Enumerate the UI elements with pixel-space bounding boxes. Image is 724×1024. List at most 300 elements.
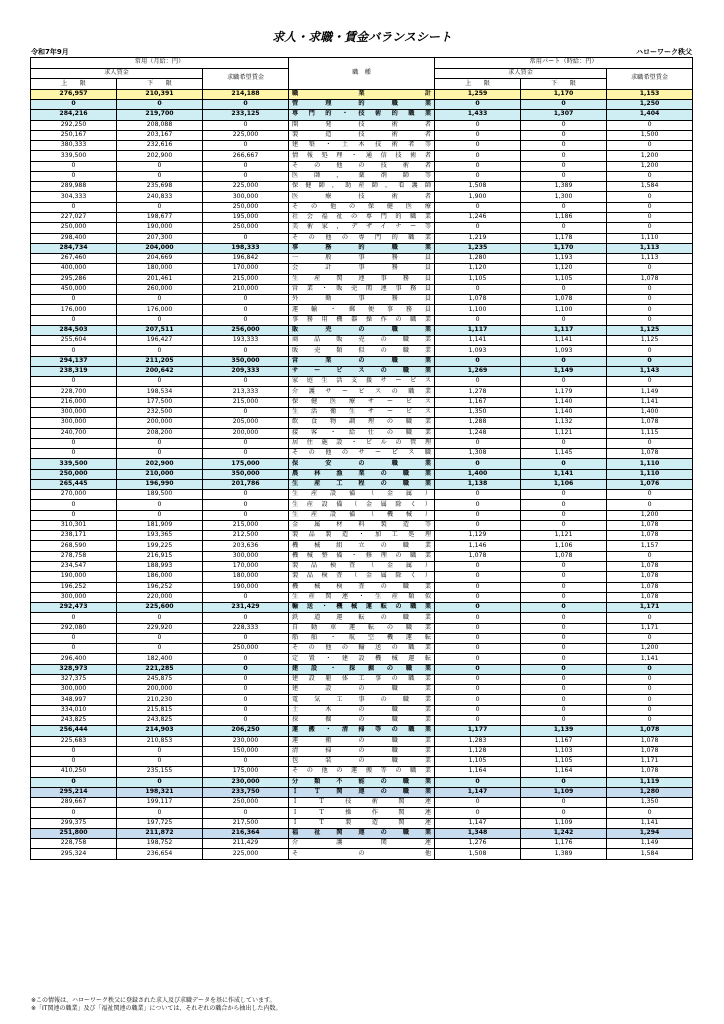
ft-upper-cell: 0 xyxy=(31,295,117,305)
job-name-cell: 採掘の職業 xyxy=(289,715,435,725)
pt-upper-cell: 1,177 xyxy=(435,726,521,736)
ft-desired-cell: 0 xyxy=(203,305,289,315)
ft-upper-cell: 0 xyxy=(31,315,117,325)
pt-upper-cell: 1,100 xyxy=(435,305,521,315)
pt-desired-cell: 1,404 xyxy=(607,110,693,120)
ft-upper-cell: 0 xyxy=(31,377,117,387)
table-row xyxy=(31,490,693,500)
table-row xyxy=(31,141,693,151)
ft-upper-cell: 400,000 xyxy=(31,264,117,274)
ft-desired-cell: 0 xyxy=(203,757,289,767)
pt-upper-cell: 1,141 xyxy=(435,336,521,346)
pt-upper-cell: 0 xyxy=(435,141,521,151)
ft-desired-cell: 0 xyxy=(203,500,289,510)
job-type-header: 職 種 xyxy=(289,58,435,90)
pt-upper-cell: 1,078 xyxy=(435,295,521,305)
pt-lower-cell: 1,300 xyxy=(521,192,607,202)
pt-upper-cell: 1,350 xyxy=(435,408,521,418)
job-name-cell: 運輸・郵便事務員 xyxy=(289,305,435,315)
pt-upper-cell: 1,259 xyxy=(435,89,521,99)
pt-lower-cell: 0 xyxy=(521,633,607,643)
pt-lower-cell: 1,103 xyxy=(521,746,607,756)
table-row xyxy=(31,798,693,808)
pt-desired-cell: 0 xyxy=(607,715,693,725)
pt-desired-cell: 1,078 xyxy=(607,582,693,592)
pt-upper-cell: 1,248 xyxy=(435,428,521,438)
pt-desired-cell: 1,119 xyxy=(607,777,693,787)
pt-desired-cell: 1,113 xyxy=(607,243,693,253)
ft-lower-cell: 0 xyxy=(117,161,203,171)
ft-desired-cell: 0 xyxy=(203,449,289,459)
pt-lower-cell: 0 xyxy=(521,572,607,582)
pt-desired-cell: 1,110 xyxy=(607,459,693,469)
ft-lower-cell: 232,500 xyxy=(117,408,203,418)
pt-desired-cell: 0 xyxy=(607,613,693,623)
job-name-cell: 専門的・技術的職業 xyxy=(289,110,435,120)
pt-lower-cell: 0 xyxy=(521,798,607,808)
ft-upper-cell: 256,444 xyxy=(31,726,117,736)
pt-upper-cell: 1,105 xyxy=(435,757,521,767)
job-name-cell: 販売の職業 xyxy=(289,325,435,335)
pt-upper-cell: 1,146 xyxy=(435,541,521,551)
pt-upper-cell: 0 xyxy=(435,644,521,654)
table-row xyxy=(31,325,693,335)
pt-lower-cell: 1,109 xyxy=(521,818,607,828)
table-row xyxy=(31,777,693,787)
job-name-cell: 製品検査（金属） xyxy=(289,562,435,572)
pt-desired-cell: 1,153 xyxy=(607,89,693,99)
pt-lower-cell: 0 xyxy=(521,356,607,366)
ft-lower-cell: 199,117 xyxy=(117,798,203,808)
ft-upper-cell: 296,400 xyxy=(31,654,117,664)
pt-lower-cell: 0 xyxy=(521,582,607,592)
footnote-1: ※この情報は、ハローワーク秩父に登録された求人及び求職データを基に作成しています。 xyxy=(31,997,276,1004)
ft-lower-cell: 0 xyxy=(117,171,203,181)
ft-desired-cell: 0 xyxy=(203,490,289,500)
pt-upper-cell: 0 xyxy=(435,592,521,602)
ft-desired-cell: 214,188 xyxy=(203,89,289,99)
ft-lower-cell: 181,909 xyxy=(117,520,203,530)
pt-desired-cell: 0 xyxy=(607,202,693,212)
ft-upper-cell: 0 xyxy=(31,449,117,459)
ft-upper-cell: 300,000 xyxy=(31,408,117,418)
ft-desired-cell: 233,750 xyxy=(203,787,289,797)
pt-lower-cell: 0 xyxy=(521,202,607,212)
pt-lower-cell: 0 xyxy=(521,592,607,602)
ft-lower-cell: 0 xyxy=(117,746,203,756)
pt-desired-cell: 0 xyxy=(607,141,693,151)
footnotes xyxy=(31,997,281,1013)
table-row xyxy=(31,674,693,684)
table-row xyxy=(31,726,693,736)
table-row xyxy=(31,171,693,181)
ft-desired-cell: 0 xyxy=(203,695,289,705)
pt-lower-cell: 0 xyxy=(521,654,607,664)
pt-desired-cell: 0 xyxy=(607,284,693,294)
header-row-1 xyxy=(31,58,693,69)
job-name-cell: 農林漁業の職業 xyxy=(289,469,435,479)
pt-lower-cell: 1,140 xyxy=(521,397,607,407)
ft-lower-cell: 210,230 xyxy=(117,695,203,705)
pt-upper-cell: 1,129 xyxy=(435,531,521,541)
pt-lower-cell: 1,141 xyxy=(521,469,607,479)
ft-lower-cell: 220,000 xyxy=(117,592,203,602)
job-name-cell: 輸送・機械運転の職業 xyxy=(289,603,435,613)
ft-upper-cell: 0 xyxy=(31,613,117,623)
table-row xyxy=(31,110,693,120)
job-name-cell: 保安の職業 xyxy=(289,459,435,469)
job-name-cell: 美術家，デザイナー等 xyxy=(289,223,435,233)
job-name-cell: 情報処理・通信技術者 xyxy=(289,151,435,161)
ft-desired-cell: 0 xyxy=(203,233,289,243)
pt-lower-cell: 1,176 xyxy=(521,839,607,849)
pt-desired-cell: 1,400 xyxy=(607,408,693,418)
table-row xyxy=(31,315,693,325)
pt-lower-cell: 1,132 xyxy=(521,418,607,428)
pt-upper-cell: 0 xyxy=(435,438,521,448)
job-name-cell: サービスの職業 xyxy=(289,366,435,376)
table-row xyxy=(31,233,693,243)
ft-desired-cell: 300,000 xyxy=(203,192,289,202)
balance-table xyxy=(30,57,693,860)
ft-upper-cell: 228,700 xyxy=(31,387,117,397)
pt-upper-cell: 1,093 xyxy=(435,346,521,356)
job-name-cell: 管理的職業 xyxy=(289,100,435,110)
table-row xyxy=(31,264,693,274)
job-name-cell: 清掃の職業 xyxy=(289,746,435,756)
ft-lower-cell: 243,825 xyxy=(117,715,203,725)
pt-desired-cell: 1,115 xyxy=(607,428,693,438)
pt-upper-cell: 1,308 xyxy=(435,449,521,459)
ft-desired-cell: 205,000 xyxy=(203,418,289,428)
ft-lower-cell: 203,167 xyxy=(117,130,203,140)
ft-upper-cell: 250,000 xyxy=(31,223,117,233)
ft-lower-cell: 236,654 xyxy=(117,849,203,859)
pt-upper-header: 上 限 xyxy=(435,79,521,90)
table-row xyxy=(31,408,693,418)
ft-lower-cell: 210,853 xyxy=(117,736,203,746)
pt-upper-cell: 1,276 xyxy=(435,839,521,849)
pt-lower-cell: 1,179 xyxy=(521,387,607,397)
job-name-cell: 製品製造・加工処理 xyxy=(289,531,435,541)
ft-upper-cell: 284,734 xyxy=(31,243,117,253)
pt-upper-cell: 1,508 xyxy=(435,849,521,859)
pt-upper-cell: 0 xyxy=(435,500,521,510)
ft-lower-cell: 0 xyxy=(117,757,203,767)
ft-desired-cell: 175,000 xyxy=(203,767,289,777)
table-row xyxy=(31,100,693,110)
pt-upper-cell: 1,147 xyxy=(435,787,521,797)
table-row xyxy=(31,202,693,212)
ft-lower-cell: 0 xyxy=(117,808,203,818)
ft-upper-cell: 238,319 xyxy=(31,366,117,376)
ft-lower-cell: 245,875 xyxy=(117,674,203,684)
ft-upper-cell: 278,758 xyxy=(31,551,117,561)
pt-upper-cell: 0 xyxy=(435,777,521,787)
table-row xyxy=(31,551,693,561)
pt-upper-cell: 1,269 xyxy=(435,366,521,376)
ft-desired-cell: 250,000 xyxy=(203,798,289,808)
job-name-cell: ＩＴ技術関連 xyxy=(289,798,435,808)
pt-lower-cell: 0 xyxy=(521,520,607,530)
ft-upper-cell: 304,333 xyxy=(31,192,117,202)
pt-upper-cell: 1,280 xyxy=(435,254,521,264)
pt-desired-cell: 1,076 xyxy=(607,479,693,489)
table-row xyxy=(31,182,693,192)
ft-lower-cell: 0 xyxy=(117,346,203,356)
job-name-cell: 建設躯体工事の職業 xyxy=(289,674,435,684)
pt-desired-cell: 1,350 xyxy=(607,798,693,808)
pt-upper-cell: 0 xyxy=(435,490,521,500)
pt-upper-cell: 1,400 xyxy=(435,469,521,479)
ft-desired-cell: 350,000 xyxy=(203,469,289,479)
pt-desired-cell: 1,078 xyxy=(607,449,693,459)
pt-lower-cell: 0 xyxy=(521,644,607,654)
ft-upper-cell: 300,000 xyxy=(31,592,117,602)
table-row xyxy=(31,808,693,818)
ft-lower-cell: 0 xyxy=(117,777,203,787)
ft-desired-cell: 250,000 xyxy=(203,644,289,654)
pt-desired-cell: 1,280 xyxy=(607,787,693,797)
ft-desired-cell: 0 xyxy=(203,674,289,684)
ft-upper-cell: 295,214 xyxy=(31,787,117,797)
pt-desired-cell: 0 xyxy=(607,120,693,130)
table-row xyxy=(31,531,693,541)
pt-lower-cell: 1,389 xyxy=(521,182,607,192)
job-name-cell: 機械整備・修理の職業 xyxy=(289,551,435,561)
pt-desired-cell: 0 xyxy=(607,315,693,325)
job-name-cell: 土木の職業 xyxy=(289,705,435,715)
table-row xyxy=(31,377,693,387)
pt-desired-cell: 0 xyxy=(607,346,693,356)
ft-lower-cell: 235,155 xyxy=(117,767,203,777)
job-name-cell: ＩＴ操作関連 xyxy=(289,808,435,818)
pt-desired-cell: 1,149 xyxy=(607,839,693,849)
job-name-cell: 福祉関連の職業 xyxy=(289,828,435,838)
ft-lower-cell: 182,400 xyxy=(117,654,203,664)
ft-desired-cell: 0 xyxy=(203,295,289,305)
table-row xyxy=(31,572,693,582)
pt-upper-cell: 0 xyxy=(435,151,521,161)
ft-upper-cell: 289,988 xyxy=(31,182,117,192)
ft-desired-cell: 210,000 xyxy=(203,284,289,294)
ft-lower-cell: 232,616 xyxy=(117,141,203,151)
job-name-cell: その他の運搬等の職業 xyxy=(289,767,435,777)
ft-lower-cell: 200,000 xyxy=(117,685,203,695)
pt-lower-cell: 0 xyxy=(521,438,607,448)
ft-desired-cell: 0 xyxy=(203,346,289,356)
pt-lower-cell: 1,164 xyxy=(521,767,607,777)
ft-lower-cell: 0 xyxy=(117,100,203,110)
table-row xyxy=(31,438,693,448)
pt-upper-cell: 1,147 xyxy=(435,818,521,828)
ft-offer-wage-header: 求人賃金 xyxy=(31,68,203,79)
pt-lower-cell: 0 xyxy=(521,315,607,325)
ft-upper-cell: 0 xyxy=(31,746,117,756)
table-row xyxy=(31,767,693,777)
job-name-cell: 運搬・清掃等の職業 xyxy=(289,726,435,736)
ft-desired-cell: 203,636 xyxy=(203,541,289,551)
ft-upper-cell: 328,973 xyxy=(31,664,117,674)
report-date: 令和7年9月 xyxy=(31,48,69,56)
pt-lower-cell: 0 xyxy=(521,490,607,500)
ft-desired-cell: 231,429 xyxy=(203,603,289,613)
job-name-cell: 医師，薬剤師等 xyxy=(289,171,435,181)
pt-lower-cell: 0 xyxy=(521,603,607,613)
ft-desired-cell: 0 xyxy=(203,510,289,520)
pt-desired-cell: 1,078 xyxy=(607,746,693,756)
pt-upper-cell: 1,138 xyxy=(435,479,521,489)
ft-upper-cell: 0 xyxy=(31,510,117,520)
table-row xyxy=(31,223,693,233)
pt-lower-cell: 1,100 xyxy=(521,305,607,315)
pt-upper-cell: 0 xyxy=(435,798,521,808)
ft-desired-cell: 175,000 xyxy=(203,459,289,469)
pt-desired-cell: 0 xyxy=(607,551,693,561)
ft-desired-cell: 216,364 xyxy=(203,828,289,838)
pt-upper-cell: 0 xyxy=(435,202,521,212)
ft-upper-cell: 310,301 xyxy=(31,520,117,530)
ft-lower-cell: 188,993 xyxy=(117,562,203,572)
pt-desired-cell: 1,125 xyxy=(607,336,693,346)
pt-upper-cell: 1,246 xyxy=(435,212,521,222)
pt-lower-cell: 1,389 xyxy=(521,849,607,859)
ft-upper-cell: 294,137 xyxy=(31,356,117,366)
ft-upper-cell: 284,216 xyxy=(31,110,117,120)
ft-upper-cell: 270,000 xyxy=(31,490,117,500)
job-name-cell: 社会福祉の専門的職業 xyxy=(289,212,435,222)
ft-upper-cell: 0 xyxy=(31,346,117,356)
ft-desired-cell: 212,500 xyxy=(203,531,289,541)
pt-lower-cell: 0 xyxy=(521,151,607,161)
ft-upper-cell: 0 xyxy=(31,438,117,448)
ft-upper-cell: 289,667 xyxy=(31,798,117,808)
job-name-cell: 接客・給仕の職業 xyxy=(289,428,435,438)
ft-desired-cell: 0 xyxy=(203,315,289,325)
table-row xyxy=(31,592,693,602)
pt-lower-cell: 0 xyxy=(521,100,607,110)
pt-desired-cell: 1,200 xyxy=(607,151,693,161)
job-name-cell: 居住施設・ビルの管理 xyxy=(289,438,435,448)
job-name-cell: その他の専門的職業 xyxy=(289,233,435,243)
ft-upper-cell: 300,000 xyxy=(31,685,117,695)
pt-desired-cell: 1,110 xyxy=(607,469,693,479)
ft-desired-cell: 170,000 xyxy=(203,562,289,572)
job-name-cell: その他の保健医療 xyxy=(289,202,435,212)
table-row xyxy=(31,212,693,222)
pt-lower-cell: 0 xyxy=(521,284,607,294)
ft-desired-cell: 0 xyxy=(203,664,289,674)
ft-lower-cell: 204,669 xyxy=(117,254,203,264)
table-row xyxy=(31,562,693,572)
ft-upper-cell: 216,000 xyxy=(31,397,117,407)
job-name-cell: 飲食物調理の職業 xyxy=(289,418,435,428)
pt-upper-cell: 0 xyxy=(435,120,521,130)
table-row xyxy=(31,633,693,643)
table-row xyxy=(31,500,693,510)
ft-upper-cell: 292,473 xyxy=(31,603,117,613)
pt-desired-cell: 1,200 xyxy=(607,510,693,520)
job-name-cell: 職業計 xyxy=(289,89,435,99)
table-row xyxy=(31,254,693,264)
table-row xyxy=(31,685,693,695)
ft-desired-cell: 196,842 xyxy=(203,254,289,264)
ft-upper-cell: 0 xyxy=(31,757,117,767)
pt-desired-cell: 0 xyxy=(607,664,693,674)
pt-desired-cell: 1,141 xyxy=(607,397,693,407)
ft-lower-cell: 210,391 xyxy=(117,89,203,99)
table-row xyxy=(31,336,693,346)
job-name-cell: 運搬の職業 xyxy=(289,736,435,746)
pt-upper-cell: 1,278 xyxy=(435,387,521,397)
pt-desired-cell: 1,250 xyxy=(607,100,693,110)
pt-lower-cell: 0 xyxy=(521,120,607,130)
pt-lower-cell: 1,149 xyxy=(521,366,607,376)
job-name-cell: 外勤事務員 xyxy=(289,295,435,305)
pt-upper-cell: 0 xyxy=(435,613,521,623)
ft-desired-cell: 200,000 xyxy=(203,428,289,438)
pt-desired-cell: 1,078 xyxy=(607,274,693,284)
job-name-cell: 生活衛生サービス xyxy=(289,408,435,418)
ft-desired-cell: 0 xyxy=(203,654,289,664)
ft-desired-cell: 0 xyxy=(203,613,289,623)
table-row xyxy=(31,510,693,520)
pt-upper-cell: 1,288 xyxy=(435,418,521,428)
pt-desired-cell: 1,171 xyxy=(607,603,693,613)
ft-desired-cell: 190,000 xyxy=(203,582,289,592)
table-row xyxy=(31,613,693,623)
ft-upper-cell: 243,825 xyxy=(31,715,117,725)
ft-desired-cell: 170,000 xyxy=(203,264,289,274)
pt-lower-cell: 0 xyxy=(521,715,607,725)
ft-desired-cell: 0 xyxy=(203,592,289,602)
pt-lower-cell: 1,121 xyxy=(521,428,607,438)
ft-desired-cell: 266,667 xyxy=(203,151,289,161)
ft-lower-cell: 216,915 xyxy=(117,551,203,561)
ft-upper-cell: 295,286 xyxy=(31,274,117,284)
pt-desired-cell: 0 xyxy=(607,685,693,695)
pt-upper-cell: 1,348 xyxy=(435,828,521,838)
pt-desired-cell: 1,500 xyxy=(607,130,693,140)
ft-desired-cell: 180,000 xyxy=(203,572,289,582)
table-row xyxy=(31,428,693,438)
job-name-cell: 保健医療サービス xyxy=(289,397,435,407)
job-name-cell: 生産工程の職業 xyxy=(289,479,435,489)
pt-offer-wage-header: 求人賃金 xyxy=(435,68,607,79)
ft-upper-cell: 300,000 xyxy=(31,418,117,428)
table-row xyxy=(31,520,693,530)
job-name-cell: 家庭生活支援サービス xyxy=(289,377,435,387)
ft-desired-cell: 211,429 xyxy=(203,839,289,849)
pt-lower-cell: 1,242 xyxy=(521,828,607,838)
table-row xyxy=(31,346,693,356)
ft-lower-cell: 200,642 xyxy=(117,366,203,376)
table-row xyxy=(31,161,693,171)
pt-desired-cell: 1,125 xyxy=(607,325,693,335)
pt-desired-cell: 1,141 xyxy=(607,654,693,664)
ft-desired-cell: 350,000 xyxy=(203,356,289,366)
ft-upper-cell: 267,460 xyxy=(31,254,117,264)
ft-lower-cell: 198,752 xyxy=(117,839,203,849)
ft-desired-cell: 213,333 xyxy=(203,387,289,397)
job-name-cell: その他のサービス職 xyxy=(289,449,435,459)
job-name-cell: ＩＴ関連の職業 xyxy=(289,787,435,797)
footnote-2: ※「IT関連の職業」及び「福祉関連の職業」については、それぞれの職合から抽出した内数。 xyxy=(31,1005,282,1012)
pt-lower-cell: 1,109 xyxy=(521,787,607,797)
job-name-cell: 船舶・航空機運転 xyxy=(289,633,435,643)
ft-lower-header: 下 限 xyxy=(117,79,203,90)
table-row xyxy=(31,787,693,797)
